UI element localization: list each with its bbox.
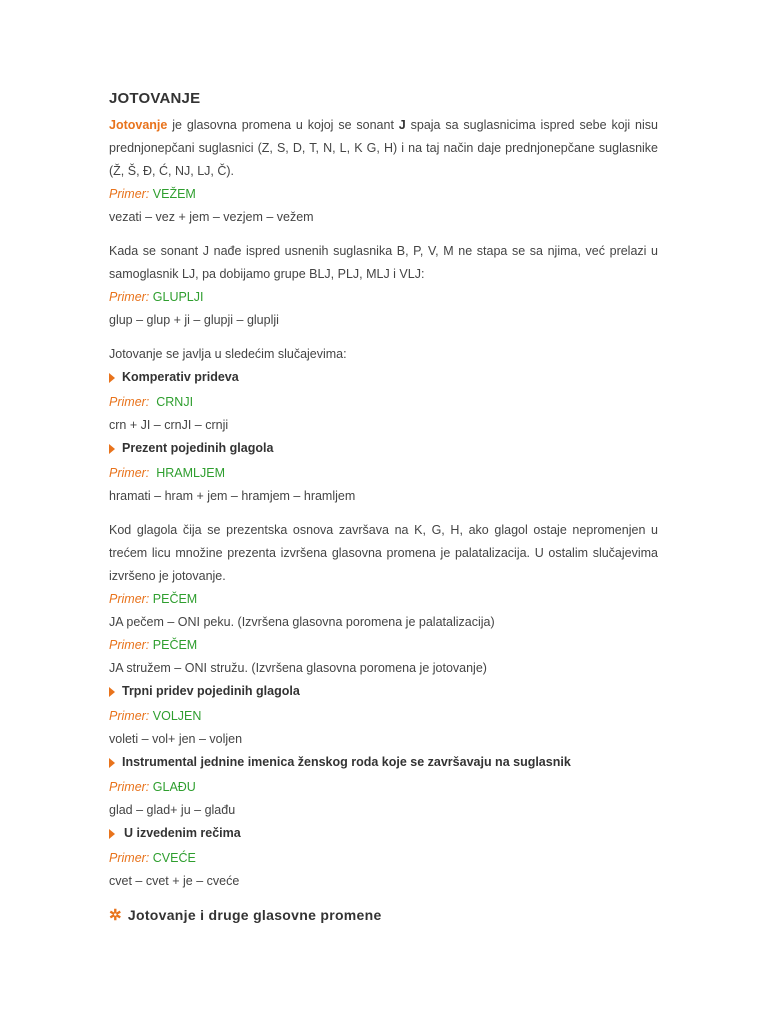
example-case-1: Primer: CRNJI — [109, 395, 194, 409]
term-highlight: Jotovanje — [109, 118, 168, 132]
derivation-case-4: glad – glad+ ju – glađu — [109, 803, 236, 817]
case-heading-1: Komperativ prideva — [109, 366, 658, 389]
derivation-1: vezati – vez + jem – vezjem – vežem — [109, 210, 314, 224]
bullet-triangle-icon — [109, 373, 115, 383]
derivation-4: JA stružem – ONI stružu. (Izvršena glasovna poromena je jotovanje) — [109, 661, 487, 675]
section-heading: ✲ Jotovanje i druge glasovne promene — [109, 907, 382, 924]
case-heading-4: Instrumental jednine imenica ženskog roda koje se završavaju na suglasnik — [109, 751, 658, 774]
example-3: Primer: PEČEM — [109, 592, 198, 606]
derivation-2: glup – glup + ji – glupji – gluplji — [109, 313, 279, 327]
example-case-3: Primer: VOLJEN — [109, 709, 202, 723]
example-4: Primer: PEČEM — [109, 638, 198, 652]
article — [109, 90, 658, 893]
case-heading-5: U izvedenim rečima — [109, 822, 658, 845]
paragraph-3: Kod glagola čija se prezentska osnova završava na K, G, H, ako glagol ostaje nepromenjen u trećem licu množine prezenta izvršena glasovna promena je palatalizacija. U ostalim slučajevima izvršeno je jotovanje. — [109, 523, 658, 583]
derivation-case-5: cvet – cvet + je – cveće — [109, 874, 240, 888]
star-icon: ✲ — [109, 907, 122, 924]
example-case-4: Primer: GLAĐU — [109, 780, 196, 794]
example-case-2: Primer: HRAMLJEM — [109, 466, 225, 480]
example-1: Primer: VEŽEM — [109, 187, 196, 201]
derivation-case-3: voleti – vol+ jen – voljen — [109, 732, 243, 746]
bullet-triangle-icon — [109, 758, 115, 768]
page-title: JOTOVANJE — [109, 90, 201, 107]
example-2: Primer: GLUPLJI — [109, 290, 204, 304]
bullet-triangle-icon — [109, 444, 115, 454]
cases-intro: Jotovanje se javlja u sledećim slučajevima: — [109, 347, 347, 361]
example-case-5: Primer: CVEĆE — [109, 851, 196, 865]
derivation-3: JA pečem – ONI peku. (Izvršena glasovna poromena je palatalizacija) — [109, 615, 495, 629]
case-heading-3: Trpni pridev pojedinih glagola — [109, 680, 658, 703]
paragraph-2: Kada se sonant J nađe ispred usnenih suglasnika B, P, V, M ne stapa se sa njima, već prelazi u samoglasnik LJ, pa dobijamo grupe BLJ, PLJ, MLJ i VLJ: — [109, 244, 658, 281]
bullet-triangle-icon — [109, 687, 115, 697]
derivation-case-2: hramati – hram + jem – hramjem – hramljem — [109, 489, 356, 503]
case-heading-2: Prezent pojedinih glagola — [109, 437, 658, 460]
intro-paragraph: Jotovanje je glasovna promena u kojoj se sonant J spaja sa suglasnicima ispred sebe koji nisu prednjonepčani suglasnici (Z, S, D, T, N, L, K G, H) i na taj način daje prednjonepčane suglasnike (Ž, Š, Đ, Ć, NJ, LJ, Č). — [109, 118, 658, 178]
derivation-case-1: crn + JI – crnJI – crnji — [109, 418, 229, 432]
bullet-triangle-icon — [109, 829, 115, 839]
